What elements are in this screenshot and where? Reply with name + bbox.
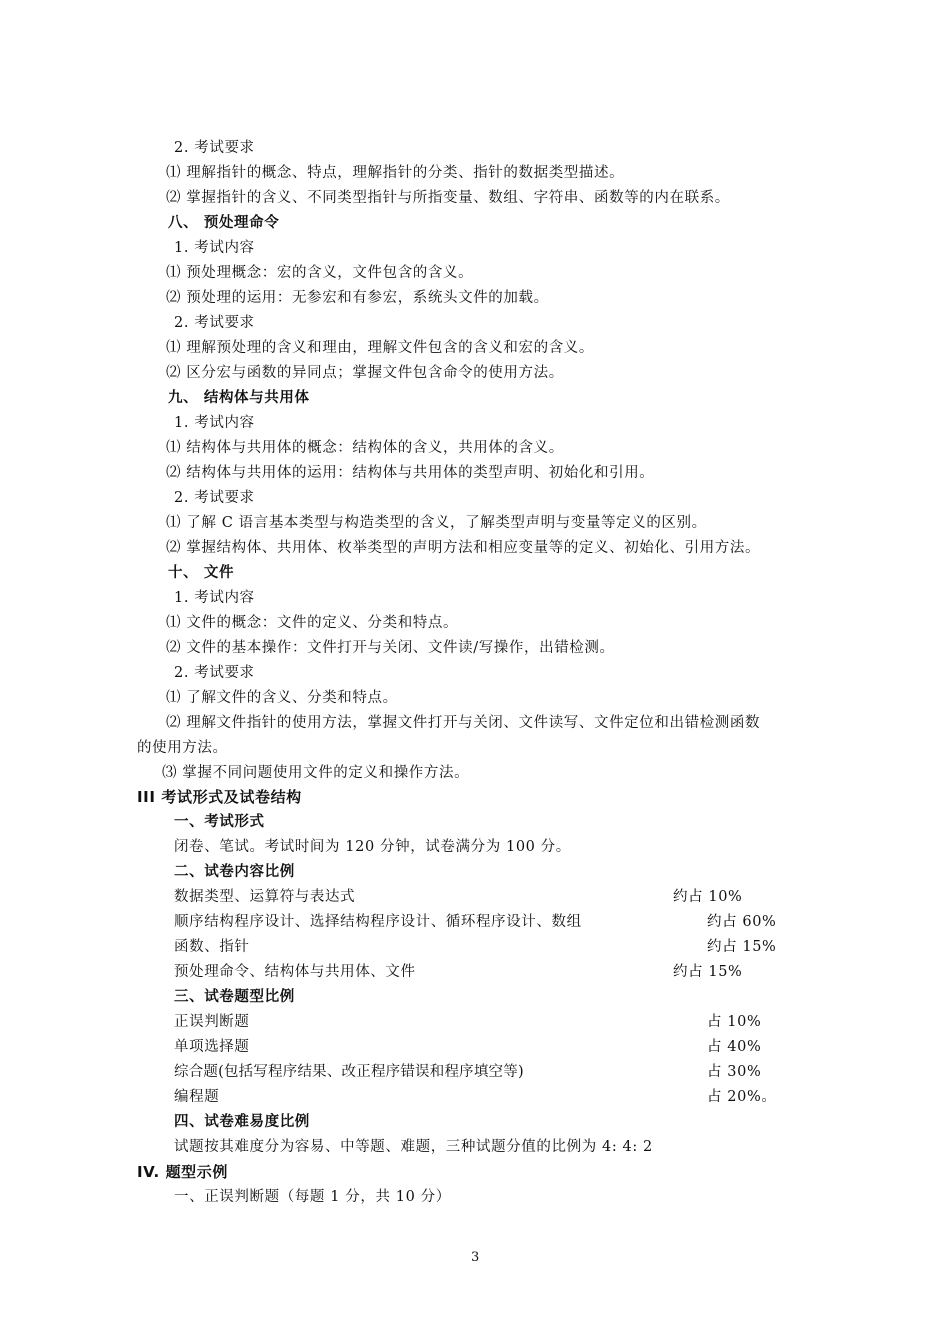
- content-ratio-value: 约占 10%: [673, 889, 743, 905]
- content-ratio-item: 预处理命令、结构体与共用体、文件: [174, 964, 416, 980]
- content-ratio-item: 函数、指针: [174, 939, 250, 955]
- exam-requirements-heading: 2. 考试要求: [174, 665, 255, 681]
- exam-content-heading: 1. 考试内容: [174, 240, 255, 256]
- subheading-content-ratio: 二、试卷内容比例: [174, 864, 295, 880]
- exam-content-heading: 1. 考试内容: [174, 590, 255, 606]
- page-number: 3: [471, 1250, 480, 1265]
- section-heading-struct-union: 九、 结构体与共用体: [168, 390, 310, 406]
- exam-requirements-heading: 2. 考试要求: [174, 490, 255, 506]
- content-ratio-item: 数据类型、运算符与表达式: [174, 889, 356, 905]
- text-line: 闭卷、笔试。考试时间为 120 分钟，试卷满分为 100 分。: [174, 839, 571, 855]
- subheading-type-ratio: 三、试卷题型比例: [174, 989, 295, 1005]
- text-line: 一、正误判断题（每题 1 分，共 10 分）: [174, 1189, 451, 1205]
- type-ratio-item: 正误判断题: [174, 1014, 250, 1030]
- text-line: ⑴ 结构体与共用体的概念：结构体的含义，共用体的含义。: [166, 440, 564, 456]
- text-line: ⑴ 了解文件的含义、分类和特点。: [166, 690, 398, 706]
- text-line: ⑶ 掌握不同问题使用文件的定义和操作方法。: [162, 765, 470, 781]
- text-line: 试题按其难度分为容易、中等题、难题，三种试题分值的比例为 4: 4: 2: [174, 1139, 653, 1155]
- type-ratio-value: 占 40%: [707, 1039, 762, 1055]
- exam-requirements-heading: 2. 考试要求: [174, 140, 255, 156]
- type-ratio-item: 单项选择题: [174, 1039, 250, 1055]
- text-line: ⑴ 理解预处理的含义和理由，理解文件包含的含义和宏的含义。: [166, 340, 595, 356]
- text-line: ⑴ 文件的概念：文件的定义、分类和特点。: [166, 615, 459, 631]
- text-line: ⑵ 理解文件指针的使用方法，掌握文件打开与关闭、文件读写、文件定位和出错检测函数: [166, 715, 761, 731]
- text-line: ⑴ 理解指针的概念、特点，理解指针的分类、指针的数据类型描述。: [166, 165, 625, 181]
- text-line: 的使用方法。: [137, 740, 228, 756]
- text-line: ⑵ 区分宏与函数的异同点；掌握文件包含命令的使用方法。: [166, 365, 564, 381]
- exam-content-heading: 1. 考试内容: [174, 415, 255, 431]
- content-ratio-value: 约占 15%: [673, 964, 743, 980]
- text-line: ⑵ 文件的基本操作：文件打开与关闭、文件读/写操作，出错检测。: [166, 640, 615, 656]
- section-heading-preprocessor: 八、 预处理命令: [168, 215, 280, 231]
- part-heading-exam-format: III 考试形式及试卷结构: [137, 788, 302, 806]
- section-heading-file: 十、 文件: [168, 565, 235, 581]
- subheading-difficulty-ratio: 四、试卷难易度比例: [174, 1114, 310, 1130]
- exam-requirements-heading: 2. 考试要求: [174, 315, 255, 331]
- part-heading-sample-questions: IV. 题型示例: [137, 1163, 228, 1181]
- content-ratio-item: 顺序结构程序设计、选择结构程序设计、循环程序设计、数组: [174, 914, 582, 930]
- text-line: ⑵ 掌握结构体、共用体、枚举类型的声明方法和相应变量等的定义、初始化、引用方法。: [166, 540, 761, 556]
- text-line: ⑵ 结构体与共用体的运用：结构体与共用体的类型声明、初始化和引用。: [166, 465, 655, 481]
- type-ratio-value: 占 20%。: [707, 1089, 777, 1105]
- type-ratio-value: 占 10%: [707, 1014, 762, 1030]
- text-line: ⑵ 掌握指针的含义、不同类型指针与所指变量、数组、字符串、函数等的内在联系。: [166, 190, 730, 206]
- type-ratio-item: 编程题: [174, 1089, 220, 1105]
- type-ratio-item: 综合题(包括写程序结果、改正程序错误和程序填空等): [174, 1064, 524, 1080]
- content-ratio-value: 约占 15%: [707, 939, 777, 955]
- content-ratio-value: 约占 60%: [707, 914, 777, 930]
- text-line: ⑴ 了解 C 语言基本类型与构造类型的含义，了解类型声明与变量等定义的区别。: [166, 515, 707, 531]
- subheading-exam-form: 一、考试形式: [174, 814, 265, 830]
- text-line: ⑵ 预处理的运用：无参宏和有参宏，系统头文件的加载。: [166, 290, 549, 306]
- text-line: ⑴ 预处理概念：宏的含义，文件包含的含义。: [166, 265, 474, 281]
- type-ratio-value: 占 30%: [707, 1064, 762, 1080]
